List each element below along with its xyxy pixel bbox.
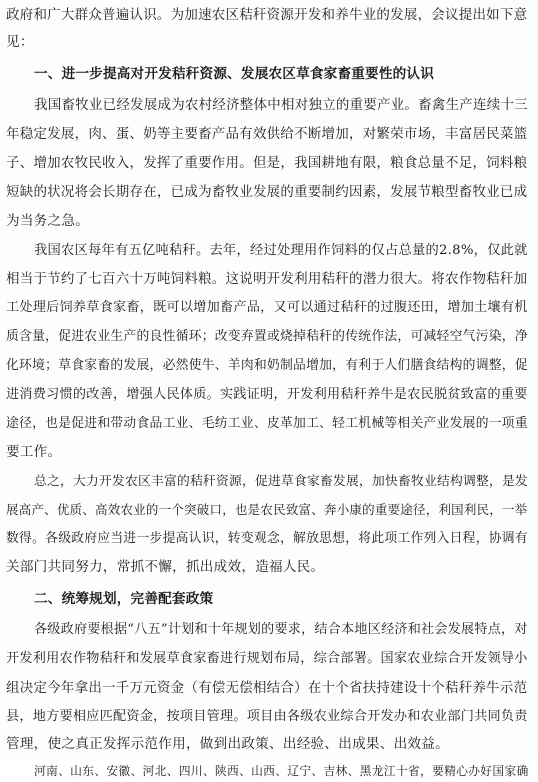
paragraph-line: 子、增加农牧民收入，发挥了重要作用。但是，我国耕地有限，粮食总量不足，饲料粮 — [6, 155, 528, 171]
paragraph-line: 展高产、优质、高效农业的一个突破口，也是农民致富、奔小康的重要途径，利国利民，一举 — [6, 502, 528, 517]
paragraph-line: 我国农区每年有五亿吨秸秆。去年，经过处理用作饲料的仅占总量的2.8%，仅此就 — [34, 243, 528, 258]
section-heading-2: 二、统筹规划，完善配套政策 — [34, 591, 214, 607]
paragraph-line: 途径，也是促进和带动食品工业、毛纺工业、皮革加工、轻工机械等相关产业发展的一项重 — [6, 416, 528, 431]
paragraph-line: 组决定今年拿出一千万元资金（有偿无偿相结合）在十个省扶持建设十个秸秆养牛示范 — [6, 680, 528, 696]
paragraph-line: 化环境；草食家畜的发展，必然使牛、羊肉和奶制品增加，有利于人们膳食结构的调整，促 — [6, 358, 528, 373]
paragraph-line: 我国畜牧业已经发展成为农村经济整体中相对独立的重要产业。畜禽生产连续十三 — [34, 97, 528, 113]
paragraph-line: 河南、山东、安徽、河北、四川、陕西、山西、辽宁、吉林、黑龙江十省，要精心办好国家确 — [34, 764, 529, 778]
paragraph-line: 见： — [6, 34, 34, 50]
paragraph-line: 为当务之急。 — [6, 213, 90, 229]
paragraph-line: 开发利用农作物秸秆和发展草食家畜进行规划布局，综合部署。国家农业综合开发领导小 — [6, 651, 528, 666]
paragraph-line: 管理，使之真正发挥示范作用，做到出政策、出经验、出成果、出效益。 — [6, 736, 449, 752]
paragraph-line: 数得。各级政府应当进一步提高认识，转变观念，解放思想，将此项工作列入日程，协调有 — [6, 531, 528, 546]
paragraph-line: 县，地方要相应匹配资金，按项目管理。项目由各级农业综合开发办和农业部门共同负责 — [6, 709, 528, 724]
paragraph-line: 各级政府要根据“八五”计划和十年规划的要求，结合本地区经济和社会发展特点，对 — [34, 622, 528, 637]
paragraph-line: 总之，大力开发农区丰富的秸秆资源，促进草食家畜发展，加快畜牧业结构调整，是发 — [34, 474, 528, 489]
paragraph-line: 政府和广大群众普遍认识。为加速农区秸秆资源开发和养牛业的发展，会议提出如下意 — [6, 7, 528, 23]
paragraph-line: 年稳定发展，肉、蛋、奶等主要畜产品有效供给不断增加，对繁荣市场，丰富居民菜篮 — [6, 126, 528, 142]
section-heading-1: 一、进一步提高对开发秸秆资源、发展农区草食家畜重要性的认识 — [34, 66, 435, 82]
paragraph-line: 质含量，促进农业生产的良性循环；改变弃置或烧掉秸秆的传统作法，可减轻空气污染，净 — [6, 329, 528, 344]
paragraph-line: 短缺的状况将会长期存在，已成为畜牧业发展的重要制约因素，发展节粮型畜牧业已成 — [6, 184, 528, 200]
paragraph-line: 关部门共同努力，常抓不懈，抓出成效，造福人民。 — [6, 559, 325, 575]
paragraph-line: 要工作。 — [6, 444, 62, 460]
paragraph-line: 相当于节约了七百六十万吨饲料粮。这说明开发利用秸秆的潜力很大。将农作物秸秆加 — [6, 271, 528, 287]
paragraph-line: 工处理后饲养草食家畜，既可以增加畜产品，又可以通过秸秆的过腹还田，增加土壤有机 — [6, 300, 528, 315]
paragraph-line: 进消费习惯的改善，增强人民体质。实践证明，开发利用秸秆养牛是农民脱贫致富的重要 — [6, 387, 528, 402]
